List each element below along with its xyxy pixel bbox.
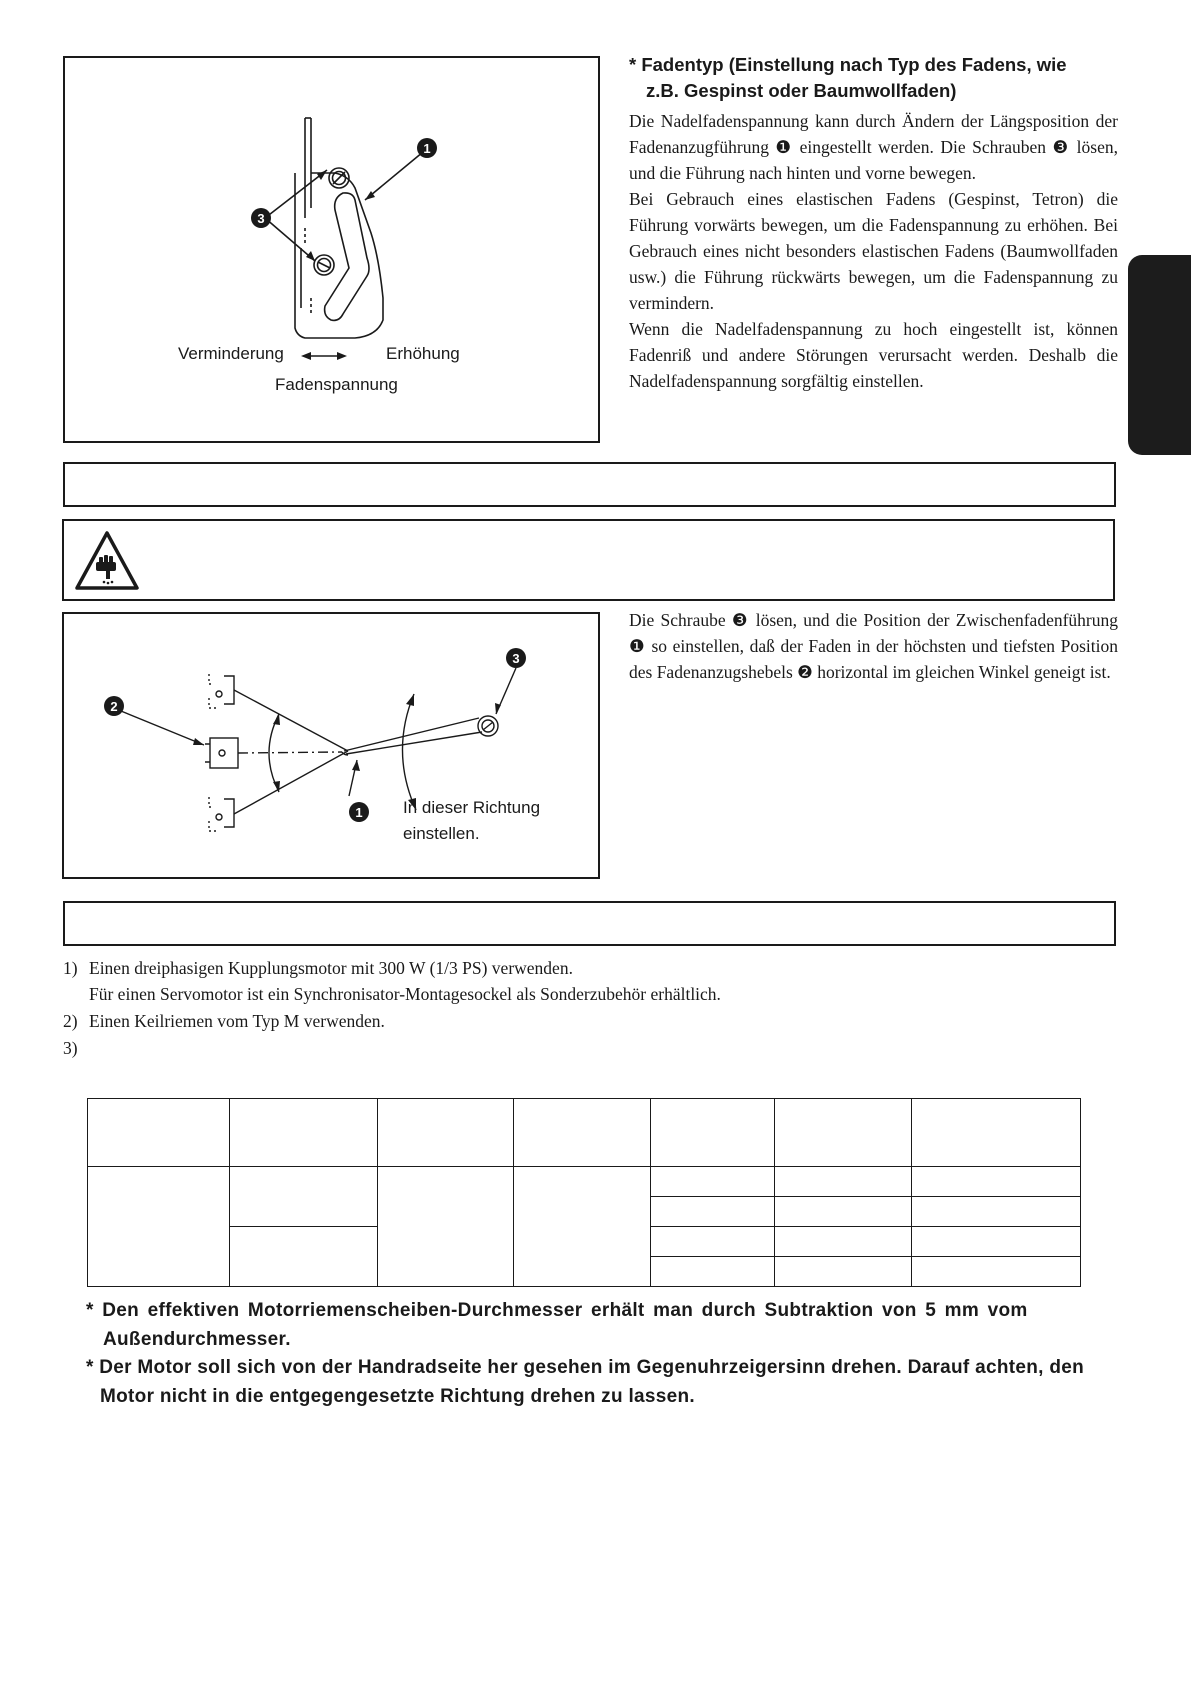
table-cell [912, 1257, 1081, 1287]
table-cell [514, 1099, 650, 1167]
section-title-box-1 [63, 462, 1116, 507]
table-header-row [88, 1099, 1081, 1167]
note-motor-rotation [86, 1353, 1116, 1411]
table-cell [775, 1099, 912, 1167]
table-cell [230, 1099, 377, 1167]
table-cell [377, 1167, 513, 1287]
label-adjust-line-1: In dieser Richtung [403, 798, 541, 817]
list-item-2 [63, 1008, 1113, 1034]
table-row [88, 1167, 1081, 1197]
note-1-line-1: * Den effektiven Motorriemenscheiben-Durchmesser erhält man durch Subtraktion von 5 mm vom [86, 1300, 1028, 1321]
label-adjust-direction [403, 795, 540, 847]
callout-2-text: 2 [110, 699, 118, 714]
table-cell [912, 1197, 1081, 1227]
hand-caution-warning-icon [74, 530, 140, 592]
intermediate-guide-text: Die Schraube ❸ lösen, und die Position der Zwischenfadenführung ❶ so einstellen, daß der Faden in der höchsten und tiefsten Position des Fadenanzugshebels ❷ horizontal im gleichen Winkel geneigt ist. [629, 610, 1118, 682]
list-number-2: 2) [63, 1011, 78, 1031]
table-cell [775, 1257, 912, 1287]
label-verminderung: Verminderung [178, 344, 284, 363]
callout-3-text: 3 [257, 211, 265, 226]
table-cell [775, 1197, 912, 1227]
label-fadenspannung: Fadenspannung [275, 375, 398, 394]
heading-fadentyp [629, 52, 1119, 104]
table-cell [88, 1099, 230, 1167]
list-item-2-line-1: Einen Keilriemen vom Typ M verwenden. [89, 1011, 385, 1031]
motor-spec-table [87, 1098, 1081, 1287]
table-cell [650, 1257, 774, 1287]
warning-box [62, 519, 1115, 601]
table-cell [775, 1227, 912, 1257]
section-title-box-2 [63, 901, 1116, 946]
heading-line-1: * Fadentyp (Einstellung nach Typ des Fadens, wie [629, 54, 1067, 75]
table-cell [230, 1167, 377, 1227]
list-item-1-line-2: Für einen Servomotor ist ein Synchronisator-Montagesockel als Sonderzubehör erhältlich. [89, 984, 721, 1004]
list-item-3 [63, 1035, 1113, 1061]
note-2-line-1: * Der Motor soll sich von der Handradseite her gesehen im Gegenuhrzeigersinn drehen. Darauf achten, den [86, 1357, 1085, 1378]
table-cell [912, 1099, 1081, 1167]
table-cell [650, 1099, 774, 1167]
table-cell [775, 1167, 912, 1197]
table-cell [650, 1197, 774, 1227]
table-cell [230, 1227, 377, 1287]
table-cell [514, 1167, 650, 1287]
fadentyp-paragraph-2: Bei Gebrauch eines elastischen Fadens (Gespinst, Tetron) die Führung vorwärts bewegen, um die Fadenspannung zu erhöhen. Bei Gebrauch eines nicht besonders elastischen Fadens (Baumwollfaden usw.) die Führung rückwärts bewegen, um die Fadenspannung zu vermindern. [629, 189, 1118, 313]
list-item-1 [63, 955, 1113, 1007]
chapter-side-tab [1128, 255, 1191, 455]
table-cell [912, 1227, 1081, 1257]
table-cell [377, 1099, 513, 1167]
callout-1-text: 1 [355, 805, 363, 820]
callout-1-text: 1 [423, 141, 431, 156]
table-cell [650, 1167, 774, 1197]
note-2-line-2: Motor nicht in die entgegengesetzte Richtung drehen zu lassen. [100, 1386, 695, 1407]
list-number-1: 1) [63, 958, 78, 978]
figure-thread-tension-guide [63, 56, 600, 443]
label-adjust-line-2: einstellen. [403, 824, 480, 843]
note-1-line-2: Außendurchmesser. [103, 1329, 291, 1350]
table-cell [912, 1167, 1081, 1197]
table-cell [650, 1227, 774, 1257]
list-number-3: 3) [63, 1038, 78, 1058]
fadentyp-paragraph-1: Die Nadelfadenspannung kann durch Ändern der Längsposition der Fadenanzugführung ❶ eingestellt werden. Die Schrauben ❸ lösen, und die Führung nach hinten und vorne bewegen. [629, 111, 1118, 183]
note-pulley-diameter [86, 1296, 1116, 1354]
fadentyp-body [629, 108, 1118, 394]
callout-3-text: 3 [512, 651, 520, 666]
list-item-1-line-1: Einen dreiphasigen Kupplungsmotor mit 300 W (1/3 PS) verwenden. [89, 958, 573, 978]
table-cell [88, 1167, 230, 1287]
figure-intermediate-thread-guide [62, 612, 600, 879]
fadentyp-paragraph-3: Wenn die Nadelfadenspannung zu hoch eingestellt ist, können Fadenriß und andere Störungen verursacht werden. Deshalb die Nadelfadenspannung sorgfältig einstellen. [629, 319, 1118, 391]
label-erhoehung: Erhöhung [386, 344, 460, 363]
heading-line-2: z.B. Gespinst oder Baumwollfaden) [646, 80, 957, 101]
